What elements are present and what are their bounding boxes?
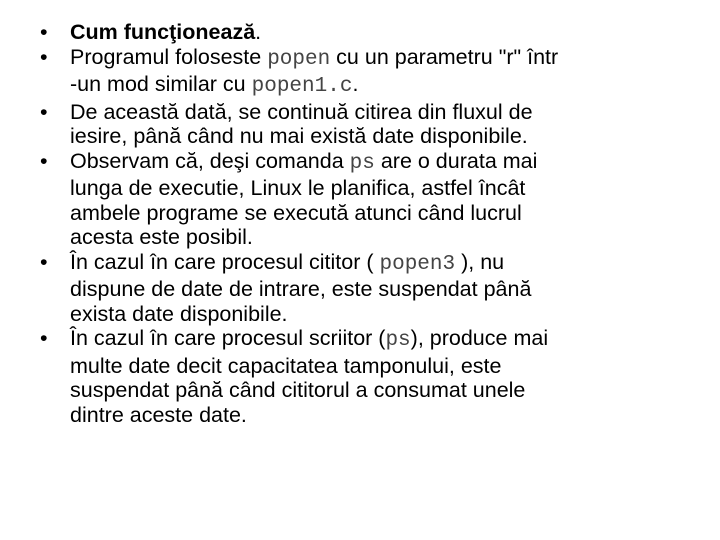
bullet-text: ), produce mai — [410, 326, 549, 350]
bullet-dot: • — [40, 99, 48, 124]
bullet-text: suspendat până când cititorul a consumat unele — [70, 378, 526, 402]
bullet-text: exista date disponibile. — [70, 301, 288, 326]
bullet-line — [70, 302, 720, 327]
bullet-text: are o durata mai — [374, 148, 538, 173]
bullet-text: dintre aceste date. — [70, 402, 247, 427]
bullet-list — [40, 20, 720, 427]
bullet-line — [70, 72, 720, 100]
bullet-text: iesire, până când nu mai există date disponibile. — [70, 124, 528, 148]
bullet-dot: • — [40, 20, 48, 44]
bullet-text: cu un parametru "r" într — [330, 44, 559, 69]
bullet-line — [70, 124, 720, 149]
bullet-line — [70, 354, 720, 379]
code-text: popen — [267, 47, 331, 71]
bullet-text: ), nu — [455, 249, 505, 274]
bullet-line — [70, 378, 720, 403]
bullet-line — [70, 201, 720, 226]
bullet-dot: • — [40, 44, 48, 69]
bullet-item — [40, 45, 720, 100]
bullet-item — [40, 20, 720, 45]
code-text: popen3 — [379, 252, 456, 276]
bullet-line — [70, 176, 720, 201]
bullet-line — [70, 20, 720, 45]
bullet-text: Programul foloseste — [70, 44, 268, 69]
bullet-text: acesta este posibil. — [70, 225, 253, 249]
bullet-text: ambele programe se execută atunci când lucrul — [70, 200, 522, 225]
bullet-dot: • — [40, 326, 48, 350]
bullet-item — [40, 100, 720, 149]
bullet-text: lunga de executie, Linux le planifica, astfel încât — [70, 176, 526, 200]
bullet-item — [40, 326, 720, 427]
bullet-line — [70, 100, 720, 125]
bullet-line — [70, 225, 720, 250]
bullet-text: . — [255, 20, 262, 44]
bullet-item — [40, 250, 720, 327]
bullet-line — [70, 277, 720, 302]
bullet-text: dispune de date de intrare, este suspendat până — [70, 277, 532, 301]
bullet-text: multe date decit capacitatea tamponului, este — [70, 353, 502, 378]
bullet-line — [70, 149, 720, 177]
code-text: popen1.c — [251, 75, 353, 98]
code-text: ps — [385, 329, 411, 352]
bullet-line — [70, 403, 720, 428]
bullet-item — [40, 149, 720, 250]
bullet-text: De această dată, se continuă citirea din fluxul de — [70, 99, 533, 124]
bullet-line — [70, 45, 720, 73]
bullet-text: -un mod similar cu — [70, 72, 252, 96]
bullet-dot: • — [40, 249, 48, 274]
bullet-text: Cum funcţionează — [70, 20, 256, 44]
bullet-line — [70, 326, 720, 354]
bullet-text: În cazul în care procesul scriitor ( — [70, 326, 386, 350]
bullet-line — [70, 250, 720, 278]
bullet-text: Observam că, deşi comanda — [70, 148, 350, 173]
bullet-text: În cazul în care procesul cititor ( — [70, 249, 380, 274]
bullet-dot: • — [40, 148, 48, 173]
bullet-text: . — [352, 72, 359, 96]
code-text: ps — [349, 151, 375, 175]
